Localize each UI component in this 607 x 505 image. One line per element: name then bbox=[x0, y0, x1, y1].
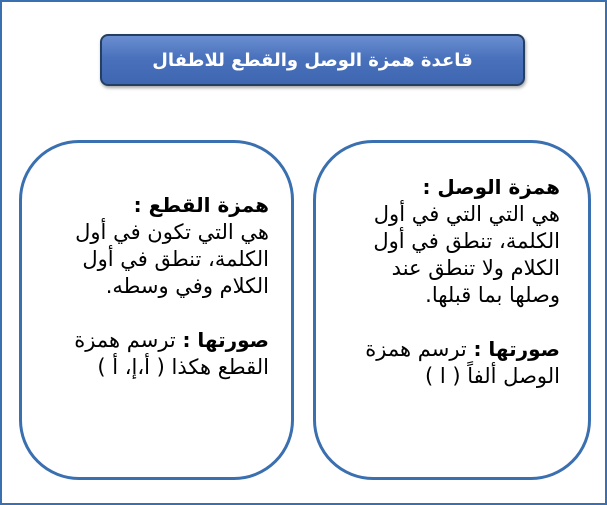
qat-form-text: ترسم همزة bbox=[74, 328, 183, 352]
qat-form-line bbox=[36, 327, 269, 354]
title-banner bbox=[100, 34, 525, 86]
wasl-definition bbox=[332, 201, 560, 309]
qat-form bbox=[36, 327, 269, 381]
title-text: قاعدة همزة الوصل والقطع للاطفال bbox=[152, 49, 473, 71]
qat-definition-line: الكلام وفي وسطه. bbox=[105, 274, 269, 298]
spacer bbox=[36, 300, 269, 327]
qat-definition-line: الكلمة، تنطق في أول bbox=[82, 247, 269, 271]
wasl-form-text: ترسم همزة bbox=[365, 337, 474, 361]
card-hamzat-al-qat bbox=[19, 140, 294, 480]
wasl-form bbox=[332, 336, 560, 390]
qat-form-label: صورتها : bbox=[182, 328, 269, 352]
wasl-definition-line: الكلمة، تنطق في أول bbox=[373, 229, 560, 253]
wasl-definition-line: وصلها بما قبلها. bbox=[425, 283, 560, 307]
wasl-heading: همزة الوصل : bbox=[422, 175, 560, 199]
wasl-form-line bbox=[332, 336, 560, 363]
wasl-definition-line: هي التي التي في أول bbox=[373, 202, 560, 226]
qat-definition bbox=[36, 219, 269, 300]
qat-form-line-2: القطع هكذا ( أ،إ، أ ) bbox=[97, 355, 269, 379]
qat-heading: همزة القطع : bbox=[133, 193, 269, 217]
spacer bbox=[332, 309, 560, 336]
wasl-form-label: صورتها : bbox=[473, 337, 560, 361]
wasl-form-line-2: الوصل ألفاً ( ا ) bbox=[425, 364, 560, 388]
card-hamzat-al-wasl bbox=[313, 140, 591, 480]
qat-definition-line: هي التي تكون في أول bbox=[75, 220, 269, 244]
wasl-definition-line: الكلام ولا تنطق عند bbox=[391, 256, 560, 280]
